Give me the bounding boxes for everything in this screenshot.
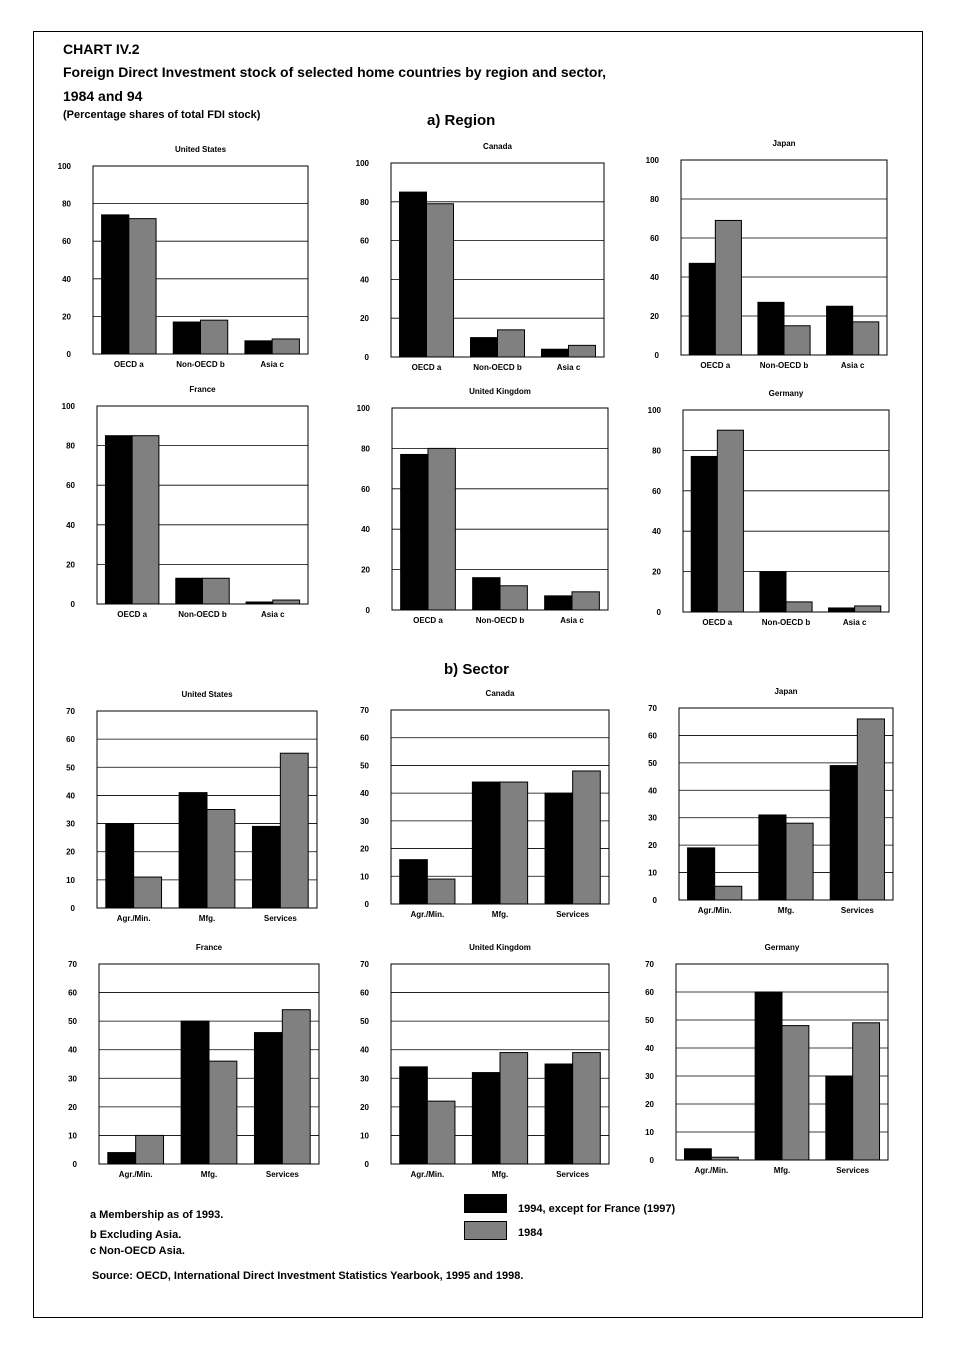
y-tick-label: 20 — [360, 844, 369, 854]
bar-series-1 — [691, 456, 717, 612]
x-tick-label: Mfg. — [491, 910, 509, 919]
bar-series-1 — [245, 341, 272, 354]
bar-series-1 — [689, 263, 715, 355]
y-tick-label: 20 — [648, 841, 657, 851]
y-tick-label: 20 — [66, 560, 75, 570]
panel-title: Japan — [772, 139, 796, 148]
y-tick-label: 60 — [66, 481, 75, 491]
x-tick-label: Services — [556, 910, 590, 919]
bar-series-2 — [498, 330, 525, 357]
bar-series-2 — [207, 810, 235, 909]
bar-series-2 — [853, 322, 879, 355]
bar-series-1 — [472, 782, 500, 904]
y-tick-label: 20 — [360, 1102, 369, 1112]
footnote-a: a Membership as of 1993. — [90, 1209, 224, 1221]
y-tick-label: 100 — [356, 404, 370, 413]
bar-series-1 — [829, 608, 855, 612]
x-tick-label: Services — [836, 1166, 870, 1175]
bar-series-2 — [572, 592, 599, 610]
x-tick-label: Asia c — [560, 616, 584, 625]
y-tick-label: 0 — [649, 1156, 654, 1165]
x-tick-label: Mfg. — [773, 1166, 791, 1175]
x-tick-label: Asia c — [260, 360, 284, 369]
bar-series-2 — [203, 578, 230, 604]
x-tick-label: OECD a — [117, 610, 148, 619]
y-tick-label: 100 — [61, 402, 75, 411]
y-tick-label: 20 — [68, 1102, 77, 1112]
y-tick-label: 40 — [650, 273, 659, 282]
bar-series-2 — [857, 719, 884, 900]
y-tick-label: 0 — [66, 350, 71, 359]
y-tick-label: 40 — [645, 1044, 654, 1053]
y-tick-label: 10 — [360, 872, 369, 882]
x-tick-label: Mfg. — [491, 1170, 509, 1179]
panel-title: Germany — [768, 389, 804, 398]
legend-label-series-1: 1994, except for France (1997) — [518, 1203, 676, 1215]
y-tick-label: 30 — [66, 819, 75, 829]
y-tick-label: 40 — [66, 791, 75, 801]
x-tick-label: Mfg. — [200, 1170, 218, 1179]
y-tick-label: 100 — [57, 162, 71, 171]
y-tick-label: 80 — [360, 197, 369, 207]
chart-title-line-1: Foreign Direct Investment stock of selected home countries by region and sector, — [63, 64, 607, 80]
footnote-b: b Excluding Asia. — [90, 1229, 182, 1241]
x-tick-label: Non-OECD b — [761, 618, 811, 627]
bar-series-2 — [717, 430, 743, 612]
y-tick-label: 60 — [62, 237, 71, 247]
y-tick-label: 100 — [647, 406, 661, 415]
bar-series-2 — [855, 606, 881, 612]
panel-title: United States — [174, 145, 227, 154]
y-tick-label: 60 — [68, 988, 77, 998]
bar-series-2 — [136, 1135, 164, 1164]
y-tick-label: 40 — [62, 274, 71, 284]
y-tick-label: 60 — [360, 236, 369, 246]
x-tick-label: Services — [840, 906, 874, 915]
legend-swatch-series-2 — [464, 1221, 507, 1240]
y-tick-label: 50 — [360, 761, 369, 771]
bar-series-1 — [688, 848, 715, 900]
y-tick-label: 60 — [648, 731, 657, 741]
y-tick-label: 100 — [645, 156, 659, 165]
y-tick-label: 20 — [650, 312, 659, 321]
y-tick-label: 60 — [652, 486, 661, 496]
bar-series-2 — [201, 320, 228, 354]
x-tick-label: Asia c — [261, 610, 285, 619]
bar-series-1 — [400, 860, 428, 904]
bar-series-1 — [758, 302, 784, 355]
bar-series-2 — [132, 436, 159, 604]
x-tick-label: Non-OECD b — [178, 610, 227, 619]
x-tick-label: Agr./Min. — [116, 914, 151, 923]
y-tick-label: 40 — [360, 789, 369, 799]
bar-series-1 — [471, 338, 498, 357]
bar-series-1 — [759, 815, 786, 900]
y-tick-label: 60 — [360, 988, 369, 998]
bar-series-2 — [282, 1010, 310, 1164]
bar-series-2 — [427, 1101, 455, 1164]
y-tick-label: 50 — [66, 763, 75, 773]
x-tick-label: Services — [263, 914, 297, 923]
source-note: Source: OECD, International Direct Investment Statistics Yearbook, 1995 and 1998. — [92, 1270, 524, 1282]
x-tick-label: Asia c — [556, 363, 581, 372]
bar-series-1 — [400, 1067, 428, 1164]
bar-series-2 — [500, 782, 528, 904]
x-tick-label: Mfg. — [777, 906, 795, 915]
bar-series-1 — [106, 824, 134, 908]
y-tick-label: 40 — [68, 1045, 77, 1055]
panel-title: France — [195, 943, 223, 952]
bar-series-2 — [715, 220, 741, 355]
bar-series-1 — [755, 992, 782, 1160]
x-tick-label: Agr./Min. — [410, 1170, 445, 1179]
bar-series-2 — [280, 753, 308, 908]
y-tick-label: 60 — [66, 735, 75, 745]
bar-series-2 — [784, 326, 810, 355]
x-tick-label: Non-OECD b — [759, 361, 809, 370]
panel-title: France — [189, 385, 216, 394]
y-tick-label: 40 — [361, 525, 370, 535]
bar-series-2 — [427, 204, 454, 357]
y-tick-label: 10 — [66, 875, 75, 885]
x-tick-label: Non-OECD b — [176, 360, 225, 369]
y-tick-label: 10 — [68, 1131, 77, 1141]
y-tick-label: 80 — [62, 199, 71, 209]
x-tick-label: Agr./Min. — [694, 1166, 729, 1175]
y-tick-label: 80 — [652, 446, 661, 456]
bar-series-1 — [545, 596, 572, 610]
bar-series-2 — [786, 602, 812, 612]
bar-series-2 — [500, 1053, 528, 1164]
y-tick-label: 60 — [360, 733, 369, 743]
bar-series-1 — [400, 192, 427, 357]
bar-series-1 — [181, 1021, 209, 1164]
bar-series-1 — [401, 454, 428, 610]
bar-series-2 — [715, 886, 742, 900]
bar-series-1 — [545, 1064, 573, 1164]
y-tick-label: 70 — [645, 960, 654, 969]
y-tick-label: 50 — [648, 758, 657, 768]
panel-title: United Kingdom — [469, 943, 531, 952]
bar-series-2 — [500, 586, 527, 610]
bar-series-1 — [542, 349, 569, 357]
y-tick-label: 0 — [364, 353, 369, 362]
y-tick-label: 60 — [361, 484, 370, 494]
x-tick-label: Non-OECD b — [473, 363, 522, 372]
y-tick-label: 80 — [650, 195, 659, 204]
y-tick-label: 30 — [360, 1074, 369, 1084]
y-tick-label: 70 — [66, 707, 75, 716]
x-tick-label: Agr./Min. — [697, 906, 732, 915]
y-tick-label: 40 — [66, 520, 75, 530]
bar-series-1 — [102, 215, 129, 354]
bar-series-2 — [853, 1023, 880, 1160]
y-tick-label: 80 — [361, 444, 370, 454]
y-tick-label: 50 — [360, 1017, 369, 1027]
y-tick-label: 0 — [70, 904, 75, 913]
y-tick-label: 40 — [648, 786, 657, 796]
bar-series-2 — [573, 1053, 601, 1164]
bar-series-1 — [472, 1073, 500, 1164]
bar-series-1 — [179, 793, 207, 908]
y-tick-label: 20 — [652, 567, 661, 577]
x-tick-label: OECD a — [113, 360, 144, 369]
x-tick-label: Asia c — [840, 361, 865, 370]
bar-series-2 — [569, 345, 596, 357]
y-tick-label: 0 — [364, 1160, 369, 1169]
panel-title: United States — [181, 690, 233, 699]
x-tick-label: OECD a — [700, 361, 731, 370]
y-tick-label: 30 — [645, 1072, 654, 1081]
y-tick-label: 50 — [68, 1017, 77, 1027]
y-tick-label: 70 — [360, 706, 369, 715]
panel-title: Japan — [774, 687, 798, 696]
panel-title: Canada — [485, 689, 515, 698]
y-tick-label: 70 — [68, 960, 77, 969]
bar-series-1 — [105, 436, 132, 604]
panel-title: Canada — [483, 142, 512, 151]
x-tick-label: Agr./Min. — [410, 910, 445, 919]
y-tick-label: 0 — [654, 351, 659, 360]
bar-series-2 — [428, 448, 455, 610]
x-tick-label: Services — [265, 1170, 299, 1179]
panel-title: United Kingdom — [469, 387, 531, 396]
bar-series-1 — [176, 578, 203, 604]
y-tick-label: 0 — [364, 900, 369, 909]
chart-title-line-2: 1984 and 94 — [63, 88, 143, 104]
chart-units: (Percentage shares of total FDI stock) — [63, 109, 261, 121]
bar-series-2 — [711, 1157, 738, 1160]
y-tick-label: 20 — [62, 312, 71, 322]
y-tick-label: 10 — [648, 868, 657, 878]
x-tick-label: Asia c — [842, 618, 867, 627]
x-tick-label: OECD a — [702, 618, 733, 627]
y-tick-label: 20 — [66, 847, 75, 857]
bar-series-2 — [786, 823, 813, 900]
bar-series-2 — [782, 1026, 809, 1160]
x-tick-label: Services — [556, 1170, 590, 1179]
bar-series-2 — [273, 600, 300, 604]
y-tick-label: 50 — [645, 1016, 654, 1025]
chart-label: CHART IV.2 — [63, 41, 140, 57]
y-tick-label: 20 — [645, 1100, 654, 1109]
y-tick-label: 40 — [360, 1045, 369, 1055]
bar-series-1 — [830, 766, 857, 900]
bar-series-1 — [826, 1076, 853, 1160]
bar-series-1 — [254, 1033, 282, 1164]
bar-series-2 — [129, 219, 156, 354]
bar-series-1 — [760, 572, 786, 612]
y-tick-label: 40 — [360, 275, 369, 285]
y-tick-label: 0 — [70, 600, 75, 609]
bar-series-2 — [427, 879, 455, 904]
bar-series-1 — [545, 793, 573, 904]
y-tick-label: 30 — [648, 813, 657, 823]
bar-series-2 — [209, 1061, 237, 1164]
y-tick-label: 70 — [360, 960, 369, 969]
x-tick-label: Non-OECD b — [475, 616, 525, 625]
x-tick-label: OECD a — [411, 363, 442, 372]
bar-series-1 — [108, 1153, 136, 1164]
panel-title: Germany — [764, 943, 800, 952]
y-tick-label: 80 — [66, 441, 75, 451]
y-tick-label: 40 — [652, 527, 661, 537]
y-tick-label: 10 — [645, 1128, 654, 1137]
section-title-region: a) Region — [427, 112, 496, 129]
x-tick-label: OECD a — [413, 616, 443, 625]
y-tick-label: 60 — [645, 988, 654, 997]
y-tick-label: 100 — [355, 159, 369, 168]
bar-series-2 — [134, 877, 162, 908]
bar-series-1 — [827, 306, 853, 355]
y-tick-label: 30 — [360, 816, 369, 826]
y-tick-label: 0 — [72, 1160, 77, 1169]
bar-series-1 — [252, 826, 280, 908]
y-tick-label: 10 — [360, 1131, 369, 1141]
legend-label-series-2: 1984 — [518, 1227, 543, 1239]
x-tick-label: Agr./Min. — [118, 1170, 153, 1179]
legend-swatch-series-1 — [464, 1194, 507, 1213]
y-tick-label: 20 — [361, 565, 370, 575]
footnote-c: c Non-OECD Asia. — [90, 1245, 185, 1257]
bar-series-1 — [473, 578, 500, 610]
bar-series-1 — [684, 1149, 711, 1160]
y-tick-label: 70 — [648, 704, 657, 713]
bar-series-1 — [246, 602, 273, 604]
y-tick-label: 30 — [68, 1074, 77, 1084]
bar-series-2 — [272, 339, 299, 354]
y-tick-label: 0 — [656, 608, 661, 617]
section-title-sector: b) Sector — [444, 661, 510, 678]
y-tick-label: 0 — [365, 606, 370, 615]
y-tick-label: 0 — [652, 896, 657, 905]
y-tick-label: 20 — [360, 314, 369, 324]
bar-series-2 — [573, 771, 601, 904]
bar-series-1 — [173, 322, 200, 354]
x-tick-label: Mfg. — [198, 914, 216, 923]
y-tick-label: 60 — [650, 234, 659, 243]
